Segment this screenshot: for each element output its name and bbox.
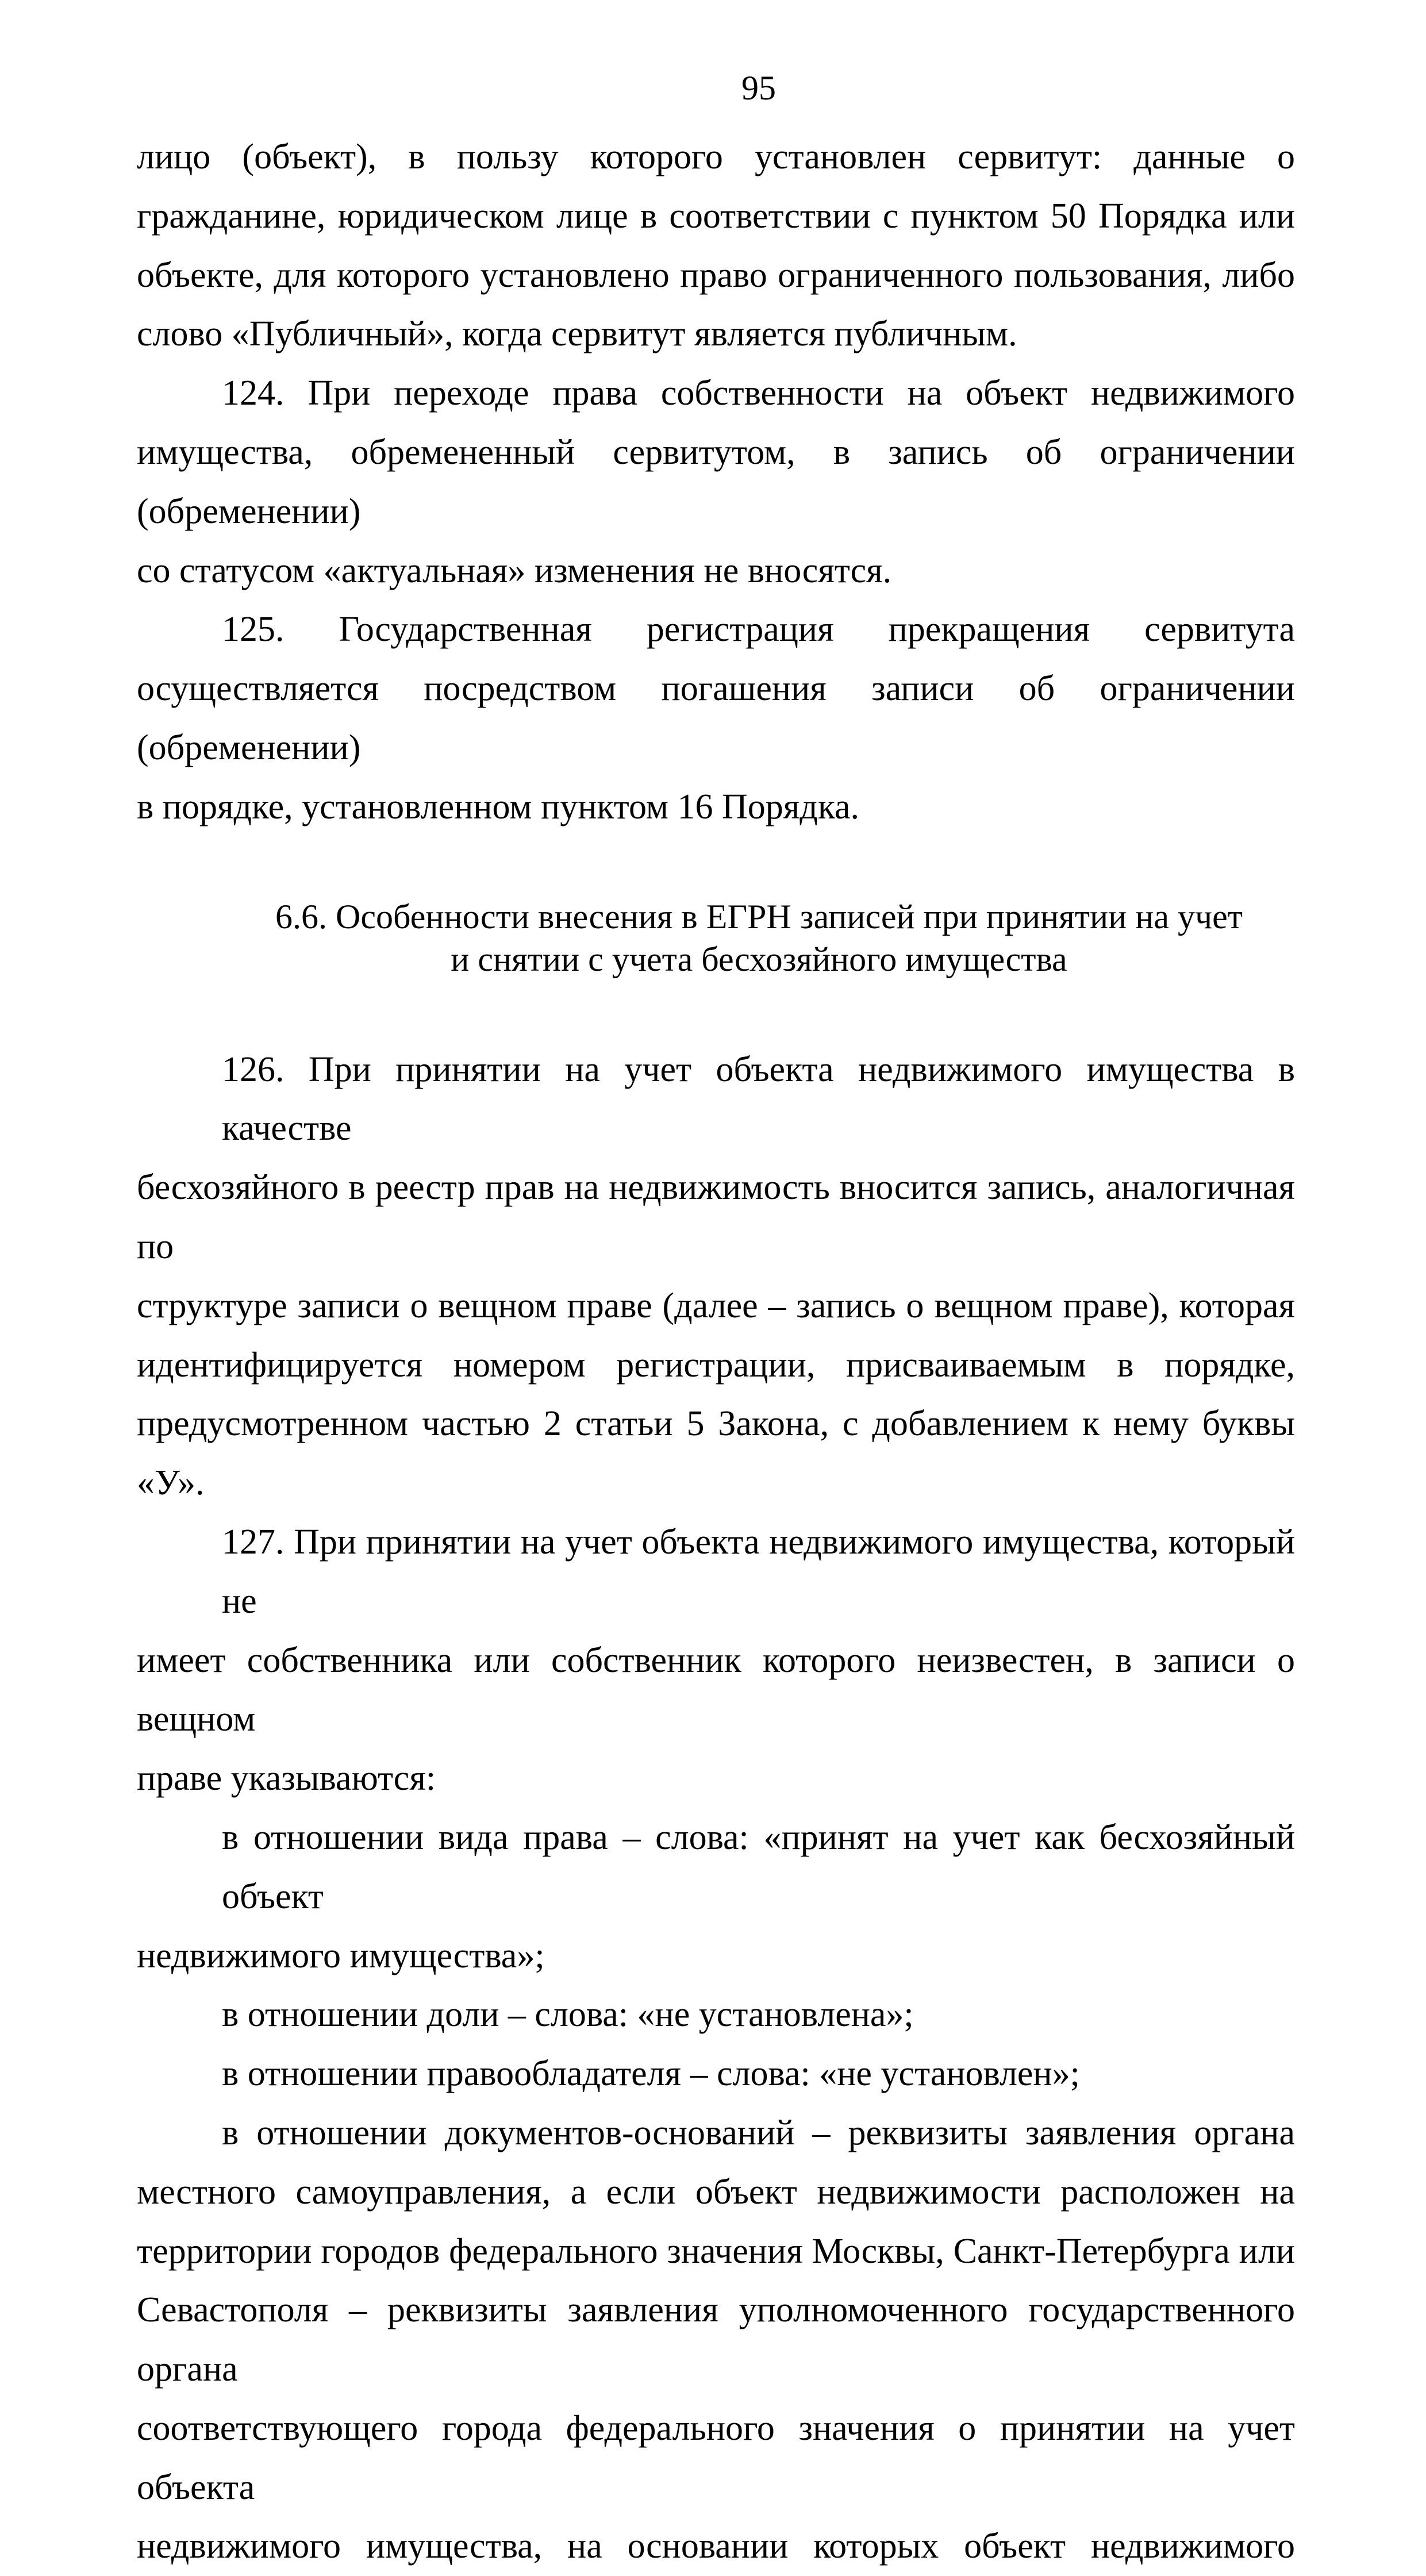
section-heading-line: и снятии с учета бесхозяйного имущества xyxy=(451,940,1067,978)
page-number: 95 xyxy=(741,69,776,107)
text-line: 124. При переходе права собственности на объект недвижимого xyxy=(222,374,1295,413)
text-line: объекте, для которого установлено право ограниченного пользования, либо xyxy=(137,255,1295,295)
text-line: структуре записи о вещном праве (далее – запись о вещном праве), которая xyxy=(137,1286,1295,1325)
text-line: недвижимого имущества, на основании которых объект недвижимого xyxy=(137,2527,1295,2566)
text-line: 127. При принятии на учет объекта недвижимого имущества, который не xyxy=(222,1522,1295,1621)
section-heading xyxy=(137,895,1295,981)
text-line: осуществляется посредством погашения записи об ограничении (обременении) xyxy=(137,669,1295,767)
text-line: Севастополя – реквизиты заявления уполномоченного государственного органа xyxy=(137,2290,1295,2389)
text-line: 126. При принятии на учет объекта недвижимого имущества в качестве xyxy=(222,1049,1295,1148)
text-line: местного самоуправления, а если объект недвижимости расположен на xyxy=(137,2172,1295,2212)
paragraph-124 xyxy=(137,364,1295,600)
text-line: территории городов федерального значения Москвы, Санкт-Петербурга или xyxy=(137,2231,1295,2271)
text-line: гражданине, юридическом лице в соответствии с пунктом 50 Порядка или xyxy=(137,196,1295,236)
text-line: соответствующего города федерального значения о принятии на учет объекта xyxy=(137,2408,1295,2507)
document-body xyxy=(137,128,1295,2576)
text-line: недвижимого имущества»; xyxy=(137,1936,545,1975)
text-line: праве указываются: xyxy=(137,1759,436,1798)
text-line: 125. Государственная регистрация прекращения сервитута xyxy=(222,610,1295,649)
text-line: в отношении документов-оснований – реквизиты заявления органа xyxy=(222,2113,1295,2152)
text-line: идентифицируется номером регистрации, присваиваемым в порядке, xyxy=(137,1345,1295,1385)
text-line: имущества, обремененный сервитутом, в запись об ограничении (обременении) xyxy=(137,432,1295,531)
list-item-right-holder xyxy=(137,2044,1295,2104)
section-heading-line: 6.6. Особенности внесения в ЕГРН записей при принятии на учет xyxy=(275,897,1243,936)
paragraph-servitude-beneficiary xyxy=(137,128,1295,364)
paragraph-125 xyxy=(137,600,1295,836)
text-line: предусмотренном частью 2 статьи 5 Закона, с добавлением к нему буквы «У». xyxy=(137,1404,1295,1503)
text-line: в отношении доли – слова: «не установлена»; xyxy=(222,1995,914,2035)
list-item-basis-documents xyxy=(137,2104,1295,2576)
text-line: имеет собственника или собственник которого неизвестен, в записи о вещном xyxy=(137,1640,1295,1739)
text-line: слово «Публичный», когда сервитут является публичным. xyxy=(137,314,1017,354)
text-line: бесхозяйного в реестр прав на недвижимость вносится запись, аналогичная по xyxy=(137,1168,1295,1266)
list-item-share xyxy=(137,1985,1295,2044)
text-line: в порядке, установленном пунктом 16 Порядка. xyxy=(137,787,860,826)
text-line: со статусом «актуальная» изменения не вносятся. xyxy=(137,551,892,590)
list-item-right-type xyxy=(137,1808,1295,1985)
text-line: в отношении вида права – слова: «принят на учет как бесхозяйный объект xyxy=(222,1817,1295,1916)
text-line: в отношении правообладателя – слова: «не установлен»; xyxy=(222,2054,1080,2094)
text-line: лицо (объект), в пользу которого установлен сервитут: данные о xyxy=(137,137,1295,176)
paragraph-127 xyxy=(137,1513,1295,1808)
paragraph-126 xyxy=(137,1040,1295,1513)
